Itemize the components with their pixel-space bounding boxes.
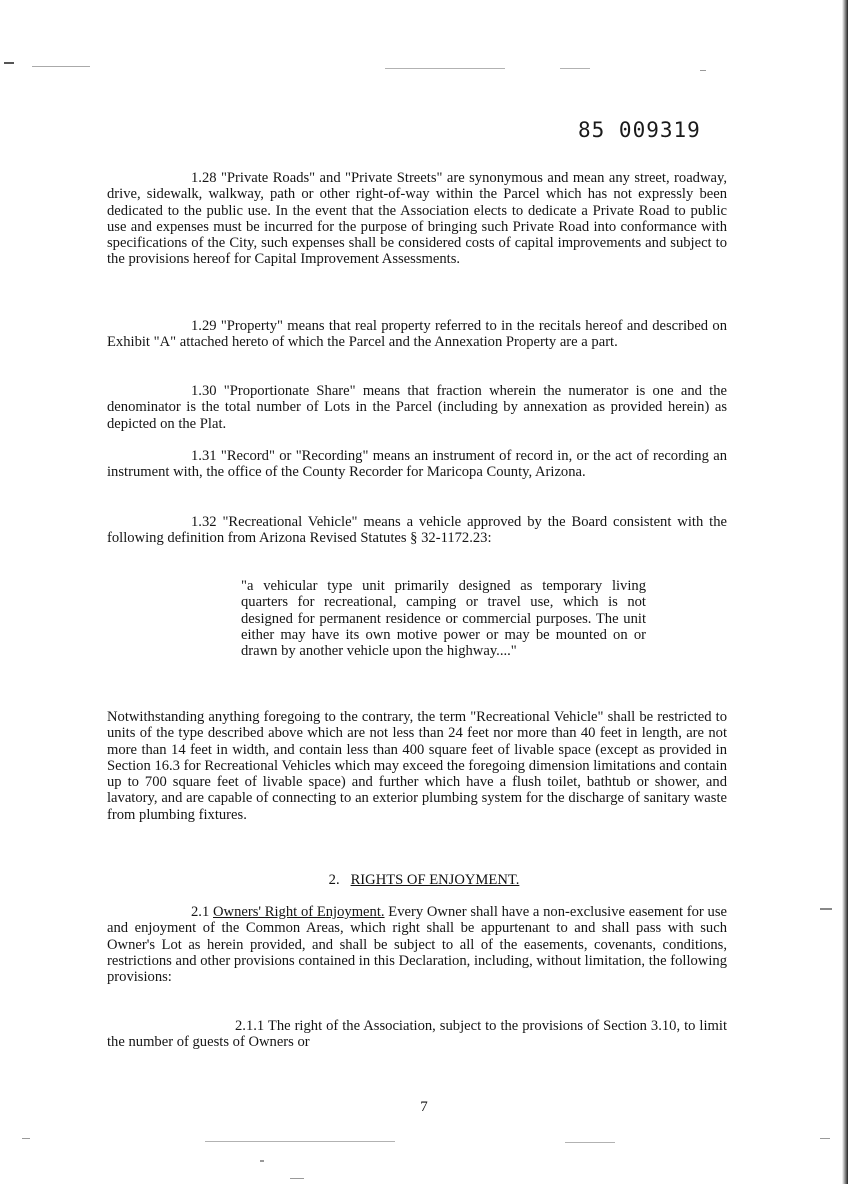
scan-speck bbox=[22, 1138, 30, 1139]
paragraph-1-30 bbox=[107, 383, 727, 432]
statute-quote: "a vehicular type unit primarily designed as temporary living quarters for recreational, camping or travel use, which is not designed for permanent residence or commercial purposes. The unit either may have its own motive power or may be mounted on or drawn by another vehicle upon the highway...." bbox=[241, 578, 646, 660]
scan-speck bbox=[820, 908, 832, 910]
page-number: 7 bbox=[420, 1099, 428, 1115]
paragraph-1-32-text: 1.32 "Recreational Vehicle" means a vehicle approved by the Board consistent with the following definition from Arizona Revised Statutes § 32-1172.23: bbox=[107, 514, 727, 547]
paragraph-1-29-text: 1.29 "Property" means that real property referred to in the recitals hereof and described on Exhibit "A" attached hereto of which the Parcel and the Annexation Property are a part. bbox=[107, 318, 727, 351]
section-heading bbox=[0, 872, 848, 889]
scan-speck bbox=[4, 62, 14, 64]
scan-speck bbox=[385, 68, 505, 69]
scan-speck bbox=[560, 68, 590, 69]
scan-speck bbox=[290, 1178, 304, 1179]
scan-speck bbox=[260, 1160, 264, 1162]
paragraph-2-1-number: 2.1 bbox=[191, 904, 210, 920]
section-title: RIGHTS OF ENJOYMENT. bbox=[350, 872, 520, 888]
section-number: 2. bbox=[328, 872, 340, 888]
scan-edge bbox=[842, 0, 848, 1184]
paragraph-1-29 bbox=[107, 318, 727, 351]
paragraph-1-28-text: 1.28 "Private Roads" and "Private Streets" are synonymous and mean any street, roadway, drive, sidewalk, walkway, path or other right-of-way within the Parcel which has not expressly been dedicated to the public use. In the event that the Association elects to dedicate a Private Road to public use and expenses must be incurred for the purpose of bringing such Private Road into conformance with specifications of the City, such expenses shall be considered costs of capital improvements and subject to the provisions hereof for Capital Improvement Assessments. bbox=[107, 170, 727, 268]
paragraph-2-1-1-text: 2.1.1 The right of the Association, subject to the provisions of Section 3.10, to limit the number of guests of Owners or bbox=[107, 1018, 727, 1051]
paragraph-2-1-title: Owners' Right of Enjoyment. bbox=[213, 904, 385, 920]
paragraph-1-30-text: 1.30 "Proportionate Share" means that fraction wherein the numerator is one and the denominator is the total number of Lots in the Parcel (including by annexation as provided herein) as depicted on the Plat. bbox=[107, 383, 727, 432]
paragraph-1-28 bbox=[107, 170, 727, 268]
document-number: 85 009319 bbox=[578, 118, 701, 142]
scan-speck bbox=[32, 66, 90, 67]
paragraph-2-1 bbox=[107, 904, 727, 985]
paragraph-1-31-text: 1.31 "Record" or "Recording" means an instrument of record in, or the act of recording an instrument with, the office of the County Recorder for Maricopa County, Arizona. bbox=[107, 448, 727, 481]
paragraph-2-1-body: Every Owner shall have a non-exclusive easement for use and enjoyment of the Common Areas, which right shall be appurtenant to and shall pass with such Owner's Lot as herein provided, and shall be subject to all of the easements, covenants, conditions, restrictions and other provisions contained in this Declaration, including, without limitation, the following provisions: bbox=[107, 904, 727, 986]
paragraph-2-1-1 bbox=[107, 1018, 727, 1051]
scan-speck bbox=[700, 70, 706, 71]
paragraph-1-32 bbox=[107, 514, 727, 547]
paragraph-notwithstanding: Notwithstanding anything foregoing to the contrary, the term "Recreational Vehicle" shall be restricted to units of the type described above which are not less than 24 feet nor more than 40 feet in length, are not more than 14 feet in width, and contain less than 400 square feet of livable space (except as provided in Section 16.3 for Recreational Vehicles which may exceed the foregoing dimension limitations and contain up to 700 square feet of livable space) and further which have a flush toilet, bathtub or shower, and lavatory, and are capable of connecting to an exterior plumbing system for the discharge of sanitary waste from plumbing fixtures. bbox=[107, 709, 727, 823]
scan-speck bbox=[820, 1138, 830, 1139]
scan-speck bbox=[205, 1141, 395, 1142]
paragraph-1-31 bbox=[107, 448, 727, 481]
scan-speck bbox=[565, 1142, 615, 1143]
